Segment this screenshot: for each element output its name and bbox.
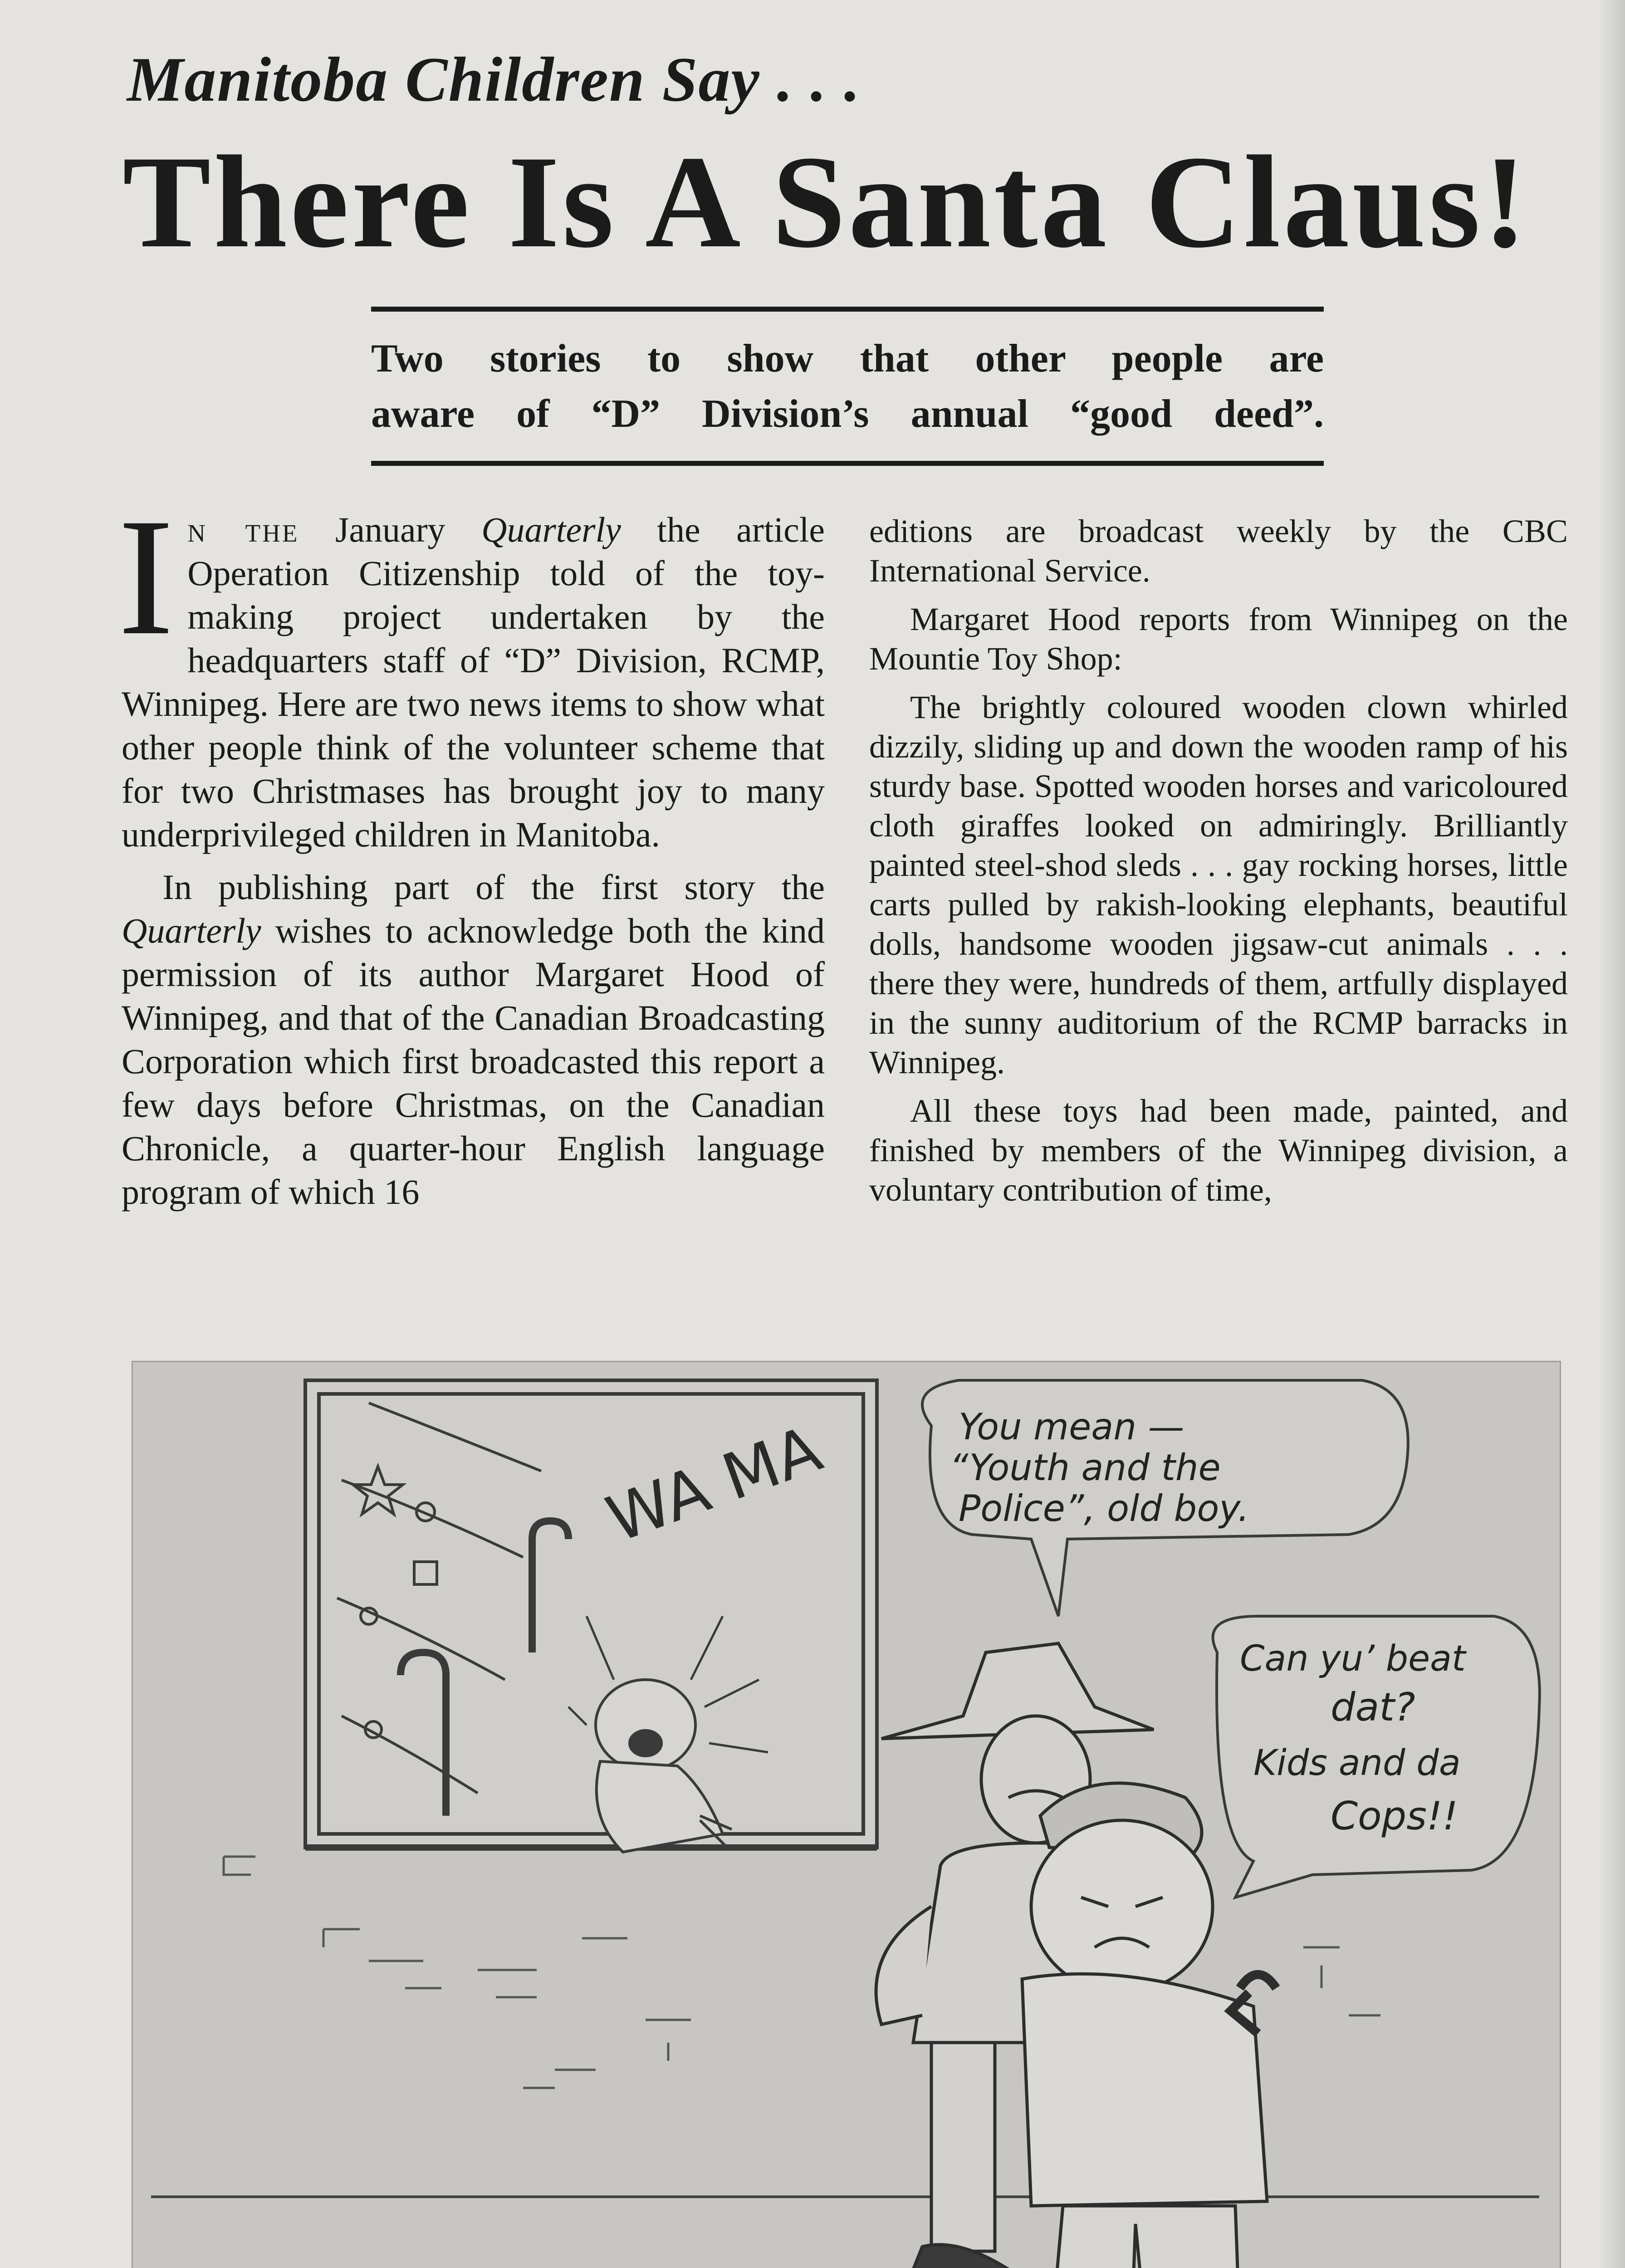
deck-rule-bottom — [371, 461, 1324, 466]
bubble-1-line-1: You mean — — [959, 1406, 1184, 1448]
left-p1-smallcaps: n the — [187, 510, 299, 549]
left-paragraph-2 — [122, 865, 825, 1214]
right-paragraph-3: The brightly coloured wooden clown whirled dizzily, sliding up and down the wooden ramp of his sturdy base. Spotted wooden horses and varicoloured cloth giraffes looked on admiringly. Brilliantly painted steel-shod sleds . . . gay rocking horses, little carts pulled by rakish-looking elephants, beautiful dolls, handsome wooden jigsaw-cut animals . . . there they were, hundreds of them, artfully displayed in the sunny auditorium of the RCMP barracks in Winnipeg. — [869, 689, 1568, 1080]
left-p1-text-b: the article Operation Citizenship told of the toy-making project undertaken by the headquarters staff of “D” Division, RCMP, Winnipeg. Here are two news items to show what other people think of the volunteer scheme that for two Christmases has brought joy to many underprivileged children in Manitoba. — [122, 510, 825, 854]
speech-bubble-2 — [1213, 1616, 1540, 1897]
bubble-2-line-2: dat? — [1331, 1685, 1415, 1730]
bubble-2-line-4: Cops!! — [1331, 1794, 1459, 1839]
boy-drawing — [1018, 1783, 1276, 2268]
left-column — [118, 484, 825, 1214]
bubble-1-line-3: Police”, old boy. — [959, 1487, 1249, 1530]
speech-bubble-1 — [922, 1380, 1408, 1616]
cry-text: WA MA — [597, 1412, 831, 1557]
deck-line-1: Two stories to show that other people are — [371, 337, 1324, 381]
deck-rule-top — [371, 307, 1324, 312]
kicker: Manitoba Children Say . . . — [127, 44, 861, 115]
left-p2-text-b: wishes to acknowledge both the kind permission of its author Margaret Hood of Winnipeg, and that of the Canadian Broadcasting Corporation which first broadcasted this report a few days before Christmas, on the Canadian Chronicle, a quarter-hour English language program of which 16 — [122, 911, 825, 1212]
page-edge-shadow — [1598, 0, 1625, 2268]
right-paragraph-2: Margaret Hood reports from Winnipeg on the Mountie Toy Shop: — [869, 601, 1568, 677]
deck — [371, 331, 1324, 442]
deck-line-2: aware of “D” Division’s annual “good deed”. — [371, 392, 1324, 436]
bubble-2-line-3: Kids and da — [1253, 1743, 1461, 1784]
right-paragraph-4: All these toys had been made, painted, and finished by members of the Winnipeg division, a voluntary contribution of time, — [869, 1093, 1568, 1208]
bubble-1-line-2: “Youth and the — [950, 1447, 1221, 1489]
right-paragraph-1: editions are broadcast weekly by the CBC International Service. — [869, 513, 1568, 589]
left-p2-text-a: In publishing part of the first story the — [162, 867, 825, 907]
bubble-2-line-1: Can yu’ beat — [1240, 1638, 1466, 1679]
cartoon-svg — [133, 1362, 1560, 2268]
left-paragraph-1 — [118, 484, 825, 856]
left-p1-italic: Quarterly — [481, 510, 621, 549]
drop-cap: I — [118, 484, 174, 670]
headline: There Is A Santa Claus! — [122, 129, 1530, 275]
cartoon-illustration — [132, 1361, 1561, 2268]
left-p1-text-a: January — [299, 510, 482, 549]
right-column — [869, 512, 1568, 1210]
left-p2-italic: Quarterly — [122, 911, 261, 950]
